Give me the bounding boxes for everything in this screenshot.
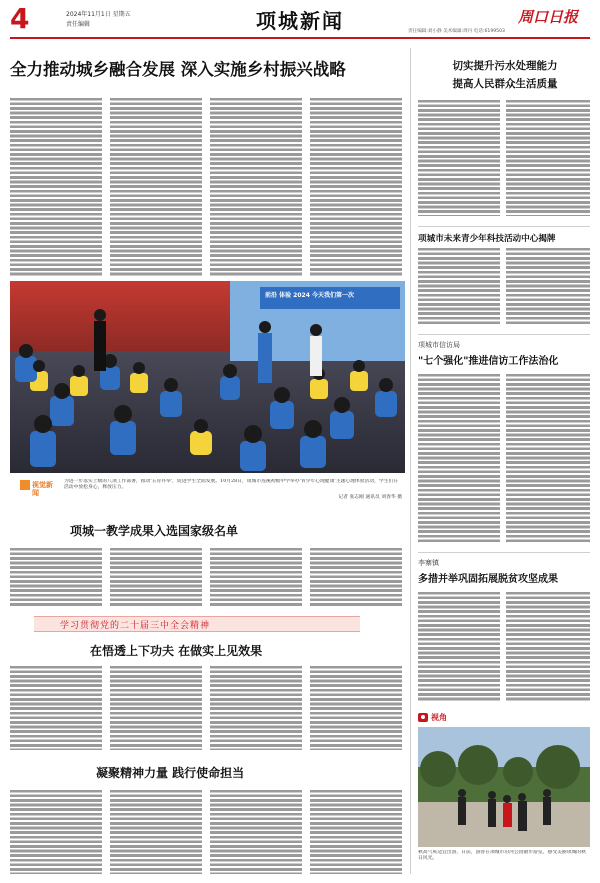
sidebar-youth-headline: 项城市未来青少年科技活动中心揭牌: [418, 234, 556, 244]
classroom-photo-image: [10, 281, 405, 473]
section-name: 项城新闻: [256, 9, 344, 33]
camera-lens: [421, 715, 425, 719]
header-rule: [10, 37, 590, 39]
sidebar-litai-col1: [418, 590, 500, 702]
park-photo-image: [418, 727, 590, 847]
main-photo: [10, 281, 405, 473]
sidebar-lead-headline-2: 提高人民群众生活质量: [452, 78, 558, 90]
camera-icon: [418, 713, 428, 722]
article2-col1: [10, 546, 102, 606]
article4-col3: [210, 788, 302, 874]
shijiao-label: 视角: [431, 713, 447, 722]
article3-col1: [10, 664, 102, 750]
masthead-logo: 周口日报: [518, 8, 579, 26]
logo-square-icon: [20, 480, 30, 490]
article4-col2: [110, 788, 202, 874]
logo-word: 视觉新闻: [32, 481, 53, 497]
sidebar-sep-1: [418, 226, 590, 227]
main-article-col4: [310, 96, 402, 276]
main-article-col3: [210, 96, 302, 276]
sidebar-litai-label: 李寨镇: [418, 559, 439, 567]
column-divider: [410, 48, 411, 874]
visual-news-logo: [20, 478, 58, 500]
sidebar-xinfang-col2: [506, 372, 590, 544]
sidebar-lead-col1: [418, 98, 500, 216]
sidebar-photo: [418, 727, 590, 847]
article4-headline: 凝聚精神力量 践行使命担当: [96, 766, 245, 780]
contact-info: 责任编辑:刘小静 美术编辑:周丹 电话:6199503: [408, 29, 505, 34]
article3-col2: [110, 664, 202, 750]
main-article-col1: [10, 96, 102, 276]
editor-label: 责任编辑: [66, 21, 91, 28]
article2-col2: [110, 546, 202, 606]
issue-date: 2024年11月1日 星期五: [66, 11, 131, 18]
article3-headline: 在悟透上下功夫 在做实上见效果: [90, 644, 263, 658]
article3-col4: [310, 664, 402, 750]
sidebar-litai-col2: [506, 590, 590, 702]
theme-banner-text: 学习贯彻党的二十届三中全会精神: [60, 621, 211, 631]
sidebar-shijiao-header: [418, 712, 590, 724]
photo-banner-text: 前沿 体验 2024 今天我们第一次: [265, 292, 354, 299]
photo-caption: 为进一步落实上级的八项工作部署，推动'五育并举'，促进学生全面发展。10月28日，项城市莲溪初级中学举办'青少年心理健康'主题心理体验活动，学生们在活动中放松身心，释放压力。: [64, 479, 399, 491]
sidebar-sep-2: [418, 334, 590, 335]
page-number: 4: [10, 2, 30, 35]
article4-col4: [310, 788, 402, 874]
sidebar-litai-headline: 多措并举巩固拓展脱贫攻坚成果: [418, 574, 558, 585]
sidebar-photo-caption: 秋高气爽适宜出游，日前，游客在项城市汾河公园散步游览，感受美丽项城的秋日风光。: [418, 850, 586, 862]
theme-banner: [34, 616, 360, 632]
sidebar-xinfang-label: 项城市信访局: [418, 341, 460, 349]
sidebar-lead-col2: [506, 98, 590, 216]
main-headline: 全力推动城乡融合发展 深入实施乡村振兴战略: [10, 60, 346, 79]
article2-col3: [210, 546, 302, 606]
sidebar-youth-col2: [506, 246, 590, 324]
sidebar-youth-col1: [418, 246, 500, 324]
sidebar-xinfang-col1: [418, 372, 500, 544]
main-article-col2: [110, 96, 202, 276]
sidebar-lead-headline-1: 切实提升污水处理能力: [452, 60, 558, 72]
sidebar-sep-3: [418, 552, 590, 553]
sidebar-xinfang-headline: "七个强化"推进信访工作法治化: [418, 356, 559, 367]
photo-credit: 记者 张志刚 通讯员 刘春华 摄: [338, 495, 402, 500]
article3-col3: [210, 664, 302, 750]
article4-col1: [10, 788, 102, 874]
article2-col4: [310, 546, 402, 606]
article2-headline: 项城一教学成果入选国家级名单: [70, 524, 239, 538]
page-header: [0, 0, 600, 44]
